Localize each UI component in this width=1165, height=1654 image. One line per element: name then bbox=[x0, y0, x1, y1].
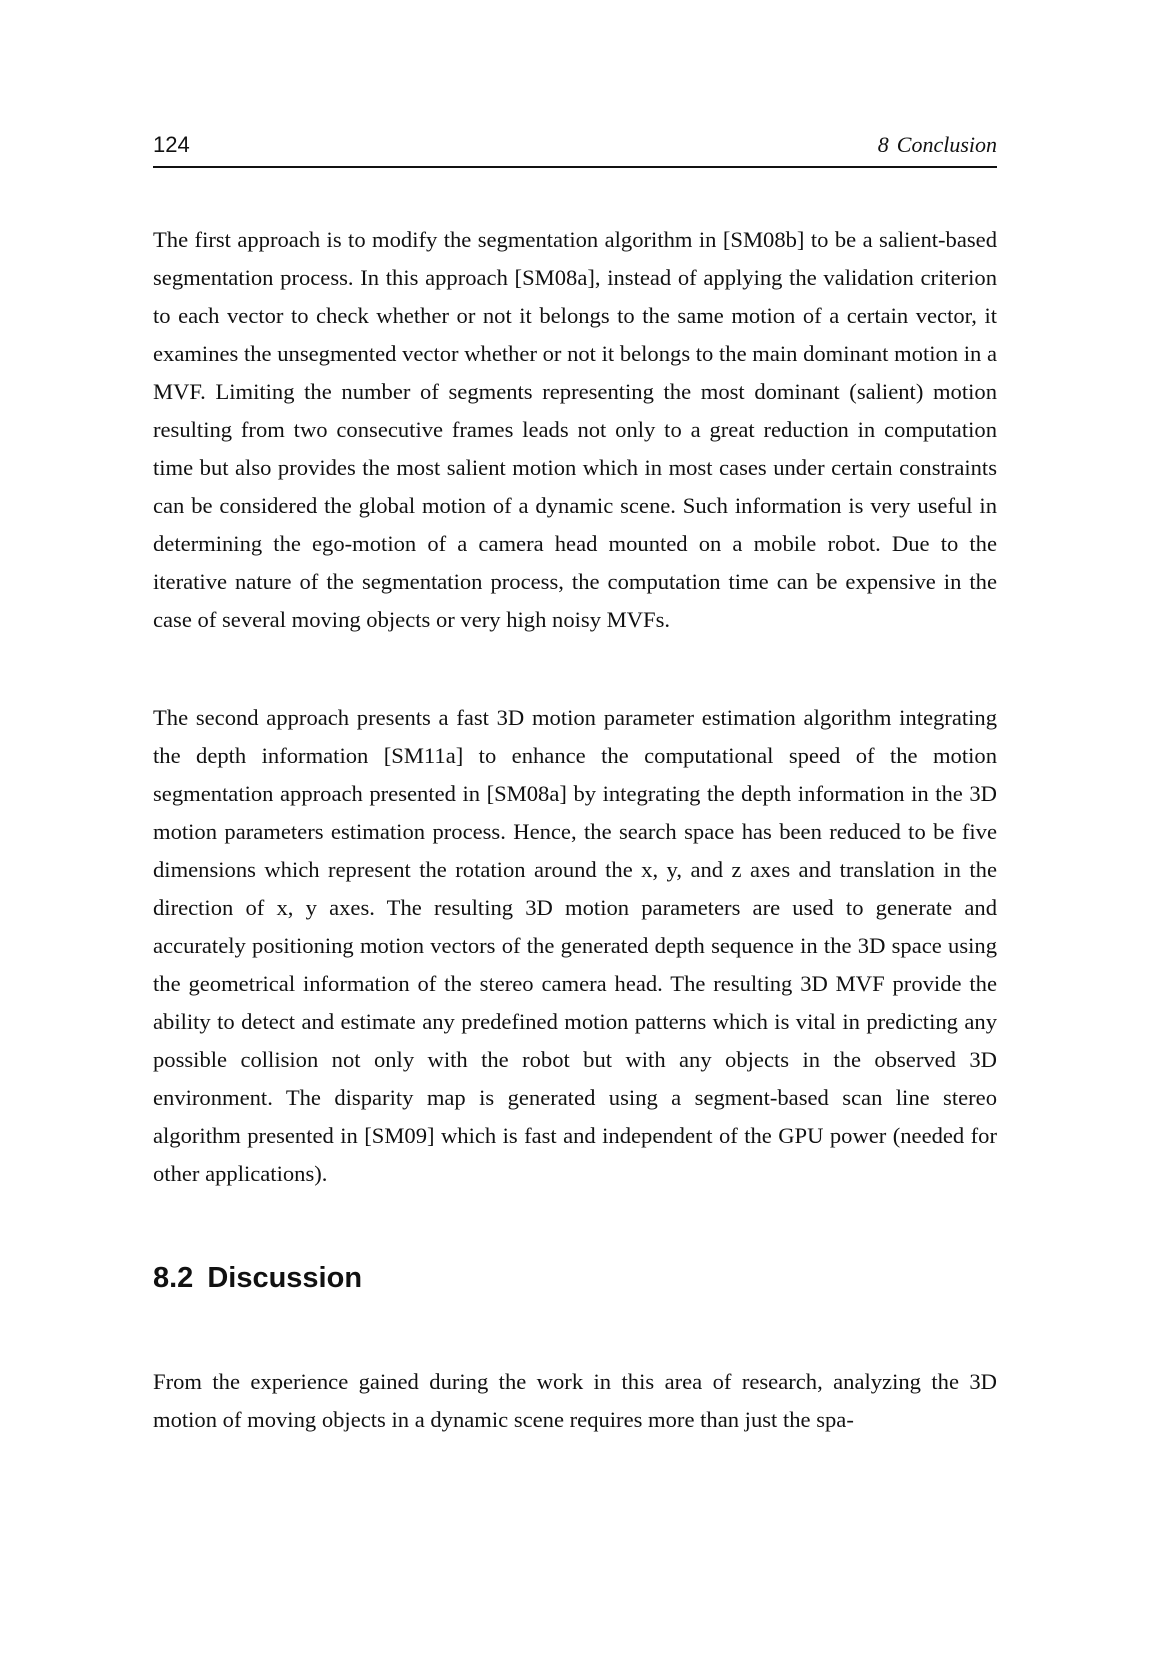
running-header bbox=[153, 128, 997, 168]
section-number: 8.2 bbox=[153, 1262, 194, 1294]
chapter-heading bbox=[878, 132, 997, 158]
paragraph-first-approach: The first approach is to modify the segmentation algorithm in [SM08b] to be a salient-based segmentation process. In this approach [SM08a], instead of applying the validation criterion to each vector to check whether or not it belongs to the same motion of a certain vector, it examines the unsegmented vector whether or not it belongs to the main dominant motion in a MVF. Limiting the number of segments representing the most dominant (salient) motion resulting from two consecutive frames leads not only to a great reduction in computation time but also provides the most salient motion which in most cases under certain constraints can be considered the global motion of a dynamic scene. Such information is very useful in determining the ego-motion of a camera head mounted on a mobile robot. Due to the iterative nature of the segmentation process, the computation time can be expensive in the case of several moving objects or very high noisy MVFs. bbox=[153, 227, 997, 632]
section-heading bbox=[153, 1262, 362, 1295]
chapter-number: 8 bbox=[877, 132, 889, 157]
paragraph-discussion: From the experience gained during the work in this area of research, analyzing the 3D motion of moving objects in a dynamic scene requires more than just the spa- bbox=[153, 1369, 997, 1432]
chapter-title: Conclusion bbox=[896, 132, 997, 157]
paragraph-second-approach: The second approach presents a fast 3D motion parameter estimation algorithm integrating the depth information [SM11a] to enhance the computational speed of the motion segmentation approach presented in [SM08a] by integrating the depth information in the 3D motion parameters estimation process. Hence, the search space has been reduced to be five dimensions which represent the rotation around the x, y, and z axes and translation in the direction of x, y axes. The resulting 3D motion parameters are used to generate and accurately positioning motion vectors of the generated depth sequence in the 3D space using the geometrical information of the stereo camera head. The resulting 3D MVF provide the ability to detect and estimate any predefined motion patterns which is vital in predicting any possible collision not only with the robot but with any objects in the observed 3D environment. The disparity map is generated using a segment-based scan line stereo algorithm presented in [SM09] which is fast and independent of the GPU power (needed for other applications). bbox=[153, 705, 997, 1186]
section-title: Discussion bbox=[207, 1262, 363, 1294]
page-number: 124 bbox=[153, 132, 190, 157]
